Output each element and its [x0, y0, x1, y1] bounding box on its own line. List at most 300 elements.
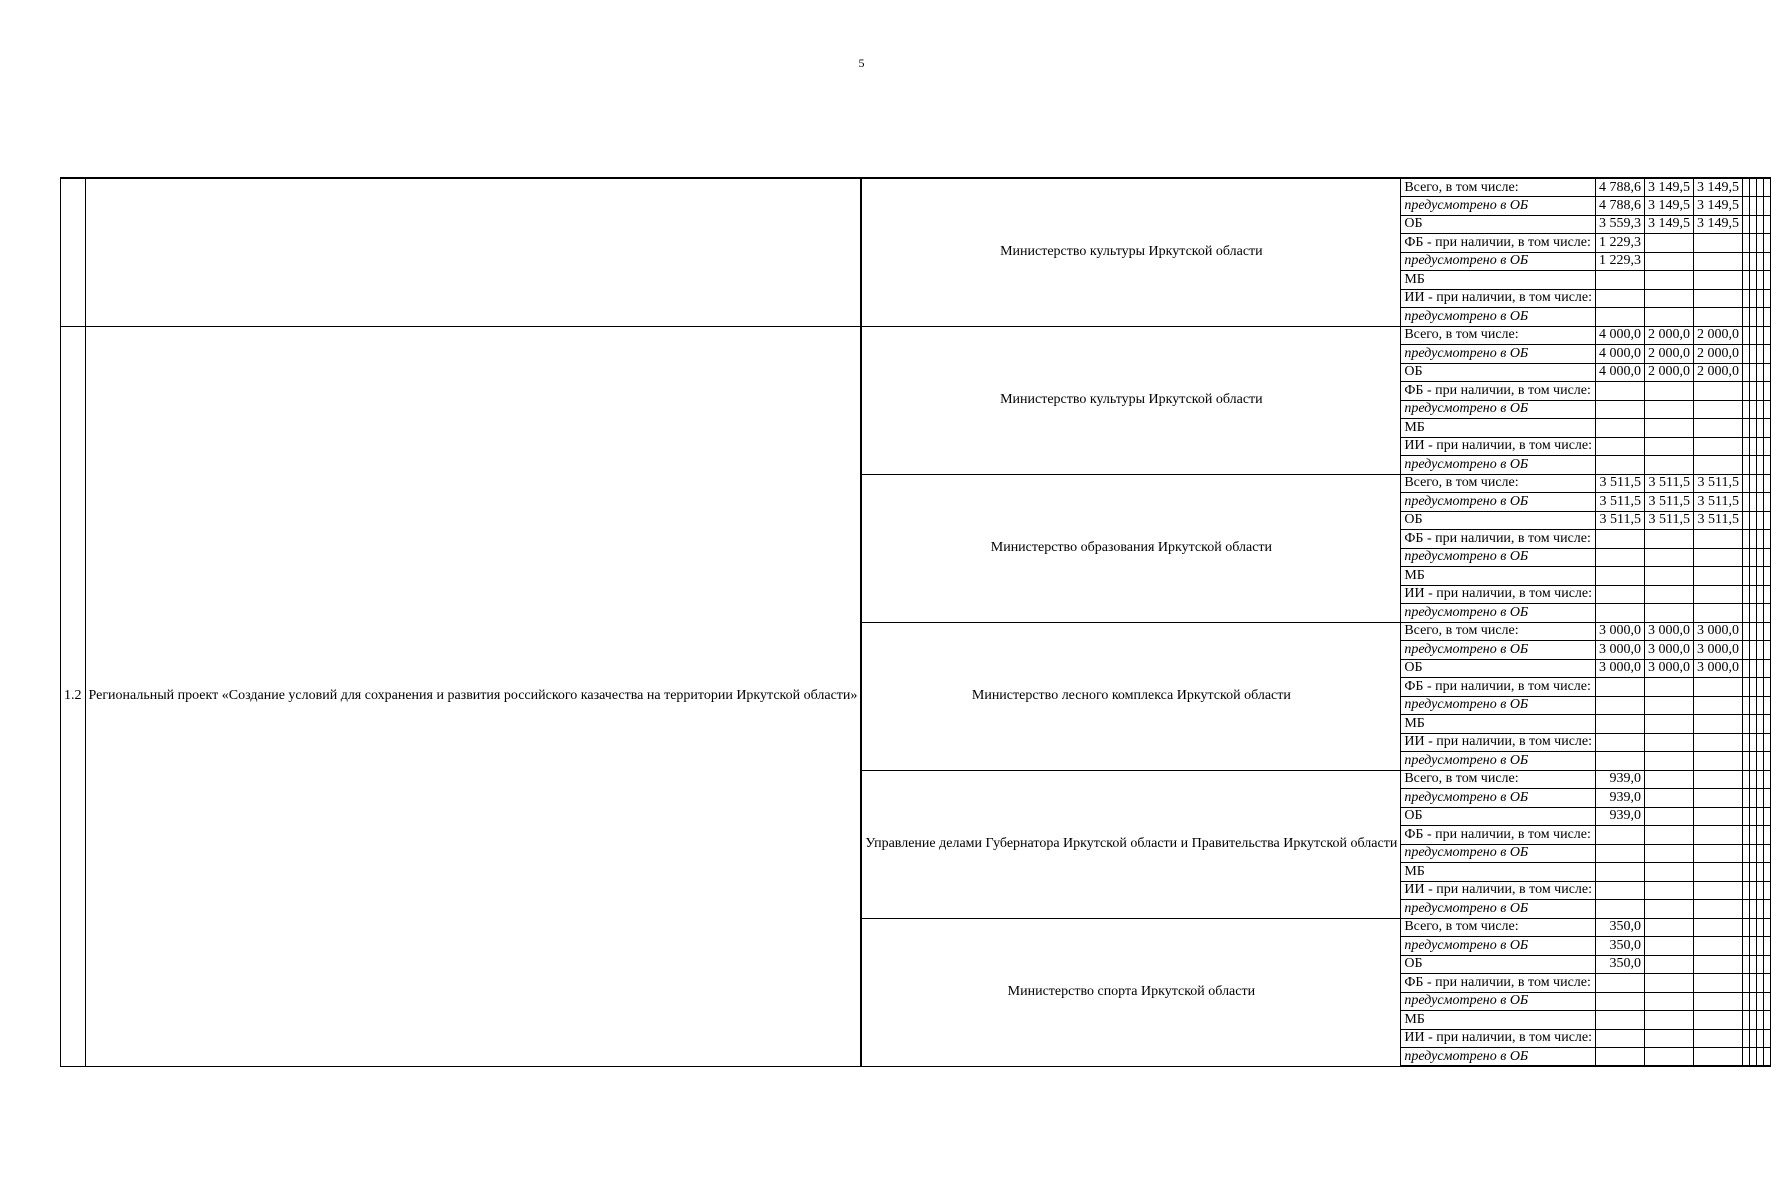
amount-cell [1596, 715, 1645, 734]
amount-cell [1757, 659, 1764, 678]
amount-cell [1764, 696, 1771, 715]
amount-cell [1764, 992, 1771, 1011]
amount-cell [1694, 567, 1743, 586]
amount-cell [1743, 900, 1750, 919]
budget-table [60, 177, 1771, 1067]
amount-cell [1764, 326, 1771, 345]
amount-cell [1596, 900, 1645, 919]
executor-cell: Министерство культуры Иркутской области [861, 178, 1400, 326]
amount-cell [1757, 622, 1764, 641]
amount-cell [1645, 1011, 1694, 1030]
executor-cell: Министерство образования Иркутской области [861, 474, 1400, 622]
amount-cell: 4 000,0 [1596, 345, 1645, 364]
amount-cell [1645, 937, 1694, 956]
amount-cell [1596, 530, 1645, 549]
project-name-cell: Региональный проект «Создание условий для сохранения и развития российского казачества на территории Иркутской области» [85, 326, 861, 1066]
funding-source-cell: ИИ - при наличии, в том числе: [1401, 733, 1596, 752]
amount-cell: 3 149,5 [1645, 197, 1694, 216]
row-number-cell [61, 178, 86, 326]
amount-cell [1757, 881, 1764, 900]
amount-cell [1743, 345, 1750, 364]
amount-cell [1743, 881, 1750, 900]
amount-cell [1743, 992, 1750, 1011]
amount-cell [1743, 955, 1750, 974]
amount-cell [1743, 918, 1750, 937]
amount-cell [1764, 511, 1771, 530]
funding-source-cell: предусмотрено в ОБ [1401, 937, 1596, 956]
amount-cell [1764, 1029, 1771, 1048]
funding-source-cell: МБ [1401, 715, 1596, 734]
amount-cell [1694, 400, 1743, 419]
amount-cell [1764, 752, 1771, 771]
amount-cell [1645, 400, 1694, 419]
amount-cell [1764, 419, 1771, 438]
amount-cell: 3 511,5 [1645, 474, 1694, 493]
amount-cell [1757, 345, 1764, 364]
amount-cell [1764, 271, 1771, 290]
amount-cell: 939,0 [1596, 770, 1645, 789]
amount-cell [1750, 770, 1757, 789]
amount-cell [1764, 641, 1771, 660]
amount-cell [1743, 770, 1750, 789]
amount-cell [1596, 604, 1645, 623]
amount-cell [1757, 1029, 1764, 1048]
amount-cell [1743, 807, 1750, 826]
amount-cell: 2 000,0 [1694, 345, 1743, 364]
amount-cell [1694, 918, 1743, 937]
funding-source-cell: Всего, в том числе: [1401, 770, 1596, 789]
amount-cell [1645, 1048, 1694, 1067]
amount-cell [1596, 437, 1645, 456]
amount-cell [1596, 863, 1645, 882]
amount-cell [1750, 585, 1757, 604]
amount-cell [1757, 197, 1764, 216]
amount-cell [1764, 974, 1771, 993]
amount-cell [1694, 974, 1743, 993]
amount-cell [1743, 548, 1750, 567]
amount-cell [1694, 844, 1743, 863]
amount-cell [1694, 992, 1743, 1011]
funding-source-cell: предусмотрено в ОБ [1401, 252, 1596, 271]
amount-cell [1750, 548, 1757, 567]
amount-cell: 3 511,5 [1694, 511, 1743, 530]
amount-cell [1750, 567, 1757, 586]
amount-cell [1743, 215, 1750, 234]
amount-cell [1764, 456, 1771, 475]
amount-cell: 350,0 [1596, 955, 1645, 974]
amount-cell [1596, 567, 1645, 586]
amount-cell [1743, 567, 1750, 586]
funding-source-cell: ИИ - при наличии, в том числе: [1401, 437, 1596, 456]
funding-source-cell: ОБ [1401, 955, 1596, 974]
amount-cell [1750, 271, 1757, 290]
amount-cell [1694, 530, 1743, 549]
page-number: 5 [858, 56, 865, 70]
amount-cell [1694, 881, 1743, 900]
amount-cell [1645, 252, 1694, 271]
amount-cell [1743, 363, 1750, 382]
amount-cell [1750, 937, 1757, 956]
amount-cell [1750, 363, 1757, 382]
amount-cell [1764, 733, 1771, 752]
funding-source-cell: Всего, в том числе: [1401, 918, 1596, 937]
amount-cell [1757, 548, 1764, 567]
amount-cell [1757, 530, 1764, 549]
amount-cell [1694, 234, 1743, 253]
amount-cell: 2 000,0 [1645, 363, 1694, 382]
amount-cell [1645, 807, 1694, 826]
amount-cell [1596, 844, 1645, 863]
amount-cell [1743, 733, 1750, 752]
amount-cell [1757, 844, 1764, 863]
funding-source-cell: Всего, в том числе: [1401, 326, 1596, 345]
amount-cell [1694, 252, 1743, 271]
amount-cell [1750, 881, 1757, 900]
amount-cell [1596, 456, 1645, 475]
amount-cell [1645, 974, 1694, 993]
amount-cell [1757, 770, 1764, 789]
amount-cell [1757, 955, 1764, 974]
amount-cell: 3 000,0 [1694, 622, 1743, 641]
funding-source-cell: предусмотрено в ОБ [1401, 844, 1596, 863]
amount-cell [1596, 1011, 1645, 1030]
amount-cell [1764, 881, 1771, 900]
amount-cell [1694, 437, 1743, 456]
funding-source-cell: МБ [1401, 863, 1596, 882]
amount-cell [1596, 1029, 1645, 1048]
funding-source-cell: предусмотрено в ОБ [1401, 197, 1596, 216]
amount-cell [1694, 308, 1743, 327]
amount-cell [1645, 289, 1694, 308]
amount-cell [1743, 826, 1750, 845]
funding-source-cell: предусмотрено в ОБ [1401, 345, 1596, 364]
amount-cell [1743, 530, 1750, 549]
amount-cell [1750, 807, 1757, 826]
amount-cell: 2 000,0 [1645, 326, 1694, 345]
executor-cell: Министерство культуры Иркутской области [861, 326, 1400, 474]
amount-cell [1757, 511, 1764, 530]
funding-source-cell: предусмотрено в ОБ [1401, 1048, 1596, 1067]
amount-cell [1764, 918, 1771, 937]
amount-cell [1757, 752, 1764, 771]
amount-cell [1764, 659, 1771, 678]
amount-cell [1764, 863, 1771, 882]
amount-cell [1645, 308, 1694, 327]
amount-cell [1743, 678, 1750, 697]
amount-cell [1757, 678, 1764, 697]
amount-cell [1764, 437, 1771, 456]
amount-cell [1743, 437, 1750, 456]
amount-cell [1750, 326, 1757, 345]
amount-cell [1596, 696, 1645, 715]
amount-cell [1757, 789, 1764, 808]
amount-cell [1694, 1048, 1743, 1067]
amount-cell: 4 000,0 [1596, 363, 1645, 382]
amount-cell [1743, 178, 1750, 197]
amount-cell [1750, 400, 1757, 419]
amount-cell [1757, 437, 1764, 456]
amount-cell [1694, 937, 1743, 956]
amount-cell [1645, 918, 1694, 937]
amount-cell [1764, 493, 1771, 512]
amount-cell [1750, 752, 1757, 771]
amount-cell [1750, 678, 1757, 697]
amount-cell [1743, 715, 1750, 734]
executor-cell: Управление делами Губернатора Иркутской области и Правительства Иркутской области [861, 770, 1400, 918]
amount-cell [1645, 382, 1694, 401]
amount-cell [1694, 419, 1743, 438]
amount-cell [1750, 382, 1757, 401]
amount-cell [1743, 511, 1750, 530]
amount-cell [1757, 493, 1764, 512]
amount-cell [1764, 678, 1771, 697]
amount-cell [1743, 400, 1750, 419]
amount-cell [1596, 548, 1645, 567]
amount-cell [1645, 585, 1694, 604]
amount-cell [1694, 548, 1743, 567]
amount-cell [1750, 456, 1757, 475]
amount-cell [1694, 1011, 1743, 1030]
amount-cell [1757, 826, 1764, 845]
amount-cell [1645, 234, 1694, 253]
amount-cell [1764, 789, 1771, 808]
amount-cell [1743, 1048, 1750, 1067]
funding-source-cell: ФБ - при наличии, в том числе: [1401, 678, 1596, 697]
amount-cell [1694, 696, 1743, 715]
amount-cell: 1 229,3 [1596, 252, 1645, 271]
funding-source-cell: Всего, в том числе: [1401, 474, 1596, 493]
budget-table-frame [60, 177, 1771, 1067]
funding-source-cell: ИИ - при наличии, в том числе: [1401, 1029, 1596, 1048]
amount-cell: 3 149,5 [1694, 178, 1743, 197]
amount-cell [1764, 770, 1771, 789]
amount-cell [1757, 456, 1764, 475]
amount-cell [1743, 863, 1750, 882]
amount-cell [1750, 733, 1757, 752]
amount-cell [1750, 178, 1757, 197]
amount-cell [1750, 1029, 1757, 1048]
amount-cell [1750, 289, 1757, 308]
amount-cell: 3 000,0 [1645, 622, 1694, 641]
amount-cell [1750, 1048, 1757, 1067]
amount-cell [1764, 215, 1771, 234]
amount-cell [1764, 289, 1771, 308]
amount-cell: 3 511,5 [1694, 474, 1743, 493]
amount-cell [1694, 382, 1743, 401]
amount-cell: 350,0 [1596, 937, 1645, 956]
amount-cell [1764, 178, 1771, 197]
amount-cell [1750, 1011, 1757, 1030]
amount-cell [1757, 289, 1764, 308]
funding-source-cell: предусмотрено в ОБ [1401, 400, 1596, 419]
amount-cell [1645, 567, 1694, 586]
amount-cell: 4 788,6 [1596, 197, 1645, 216]
amount-cell [1757, 585, 1764, 604]
amount-cell [1757, 918, 1764, 937]
amount-cell [1764, 530, 1771, 549]
amount-cell [1764, 1048, 1771, 1067]
funding-source-cell: ФБ - при наличии, в том числе: [1401, 974, 1596, 993]
amount-cell [1757, 178, 1764, 197]
amount-cell [1743, 604, 1750, 623]
amount-cell [1764, 345, 1771, 364]
amount-cell [1694, 807, 1743, 826]
amount-cell [1645, 548, 1694, 567]
amount-cell [1645, 604, 1694, 623]
funding-source-cell: предусмотрено в ОБ [1401, 992, 1596, 1011]
amount-cell [1764, 252, 1771, 271]
amount-cell [1750, 900, 1757, 919]
amount-cell [1757, 474, 1764, 493]
amount-cell [1645, 826, 1694, 845]
funding-source-cell: ОБ [1401, 659, 1596, 678]
amount-cell [1750, 955, 1757, 974]
amount-cell [1764, 826, 1771, 845]
amount-cell [1694, 789, 1743, 808]
amount-cell [1645, 715, 1694, 734]
amount-cell [1750, 308, 1757, 327]
funding-source-cell: ОБ [1401, 511, 1596, 530]
amount-cell [1757, 419, 1764, 438]
amount-cell [1764, 567, 1771, 586]
amount-cell [1743, 937, 1750, 956]
amount-cell [1743, 659, 1750, 678]
amount-cell [1764, 308, 1771, 327]
amount-cell [1750, 622, 1757, 641]
amount-cell [1743, 197, 1750, 216]
amount-cell [1750, 474, 1757, 493]
funding-source-cell: ИИ - при наличии, в том числе: [1401, 585, 1596, 604]
amount-cell: 3 511,5 [1645, 511, 1694, 530]
amount-cell [1694, 456, 1743, 475]
amount-cell [1750, 530, 1757, 549]
amount-cell: 3 000,0 [1596, 641, 1645, 660]
amount-cell [1645, 955, 1694, 974]
amount-cell [1764, 548, 1771, 567]
amount-cell [1764, 234, 1771, 253]
amount-cell [1743, 474, 1750, 493]
amount-cell [1645, 678, 1694, 697]
amount-cell: 3 511,5 [1596, 493, 1645, 512]
amount-cell [1757, 400, 1764, 419]
amount-cell [1645, 696, 1694, 715]
amount-cell [1757, 900, 1764, 919]
funding-source-cell: предусмотрено в ОБ [1401, 548, 1596, 567]
funding-source-cell: предусмотрено в ОБ [1401, 789, 1596, 808]
amount-cell: 2 000,0 [1694, 326, 1743, 345]
amount-cell [1694, 1029, 1743, 1048]
amount-cell [1596, 881, 1645, 900]
amount-cell [1694, 900, 1743, 919]
amount-cell [1757, 733, 1764, 752]
amount-cell [1694, 289, 1743, 308]
funding-source-cell: ОБ [1401, 807, 1596, 826]
funding-source-cell: ИИ - при наличии, в том числе: [1401, 289, 1596, 308]
amount-cell [1743, 493, 1750, 512]
amount-cell [1694, 585, 1743, 604]
amount-cell: 4 788,6 [1596, 178, 1645, 197]
amount-cell [1764, 400, 1771, 419]
amount-cell [1694, 678, 1743, 697]
amount-cell [1645, 863, 1694, 882]
amount-cell [1764, 585, 1771, 604]
amount-cell [1757, 1011, 1764, 1030]
amount-cell [1757, 567, 1764, 586]
funding-source-cell: предусмотрено в ОБ [1401, 604, 1596, 623]
amount-cell: 4 000,0 [1596, 326, 1645, 345]
amount-cell [1596, 271, 1645, 290]
amount-cell [1743, 419, 1750, 438]
amount-cell [1750, 215, 1757, 234]
amount-cell [1743, 252, 1750, 271]
amount-cell [1750, 789, 1757, 808]
amount-cell [1757, 382, 1764, 401]
amount-cell [1757, 807, 1764, 826]
amount-cell [1764, 715, 1771, 734]
amount-cell [1694, 770, 1743, 789]
executor-cell: Министерство лесного комплекса Иркутской области [861, 622, 1400, 770]
amount-cell [1596, 974, 1645, 993]
amount-cell [1743, 271, 1750, 290]
amount-cell [1757, 234, 1764, 253]
amount-cell [1645, 530, 1694, 549]
funding-source-cell: ИИ - при наличии, в том числе: [1401, 881, 1596, 900]
funding-source-cell: МБ [1401, 419, 1596, 438]
funding-source-cell: предусмотрено в ОБ [1401, 900, 1596, 919]
amount-cell [1743, 641, 1750, 660]
amount-cell [1596, 585, 1645, 604]
amount-cell [1743, 752, 1750, 771]
amount-cell [1764, 1011, 1771, 1030]
amount-cell [1750, 918, 1757, 937]
funding-source-cell: ОБ [1401, 363, 1596, 382]
amount-cell [1743, 789, 1750, 808]
amount-cell: 3 511,5 [1694, 493, 1743, 512]
amount-cell [1645, 992, 1694, 1011]
amount-cell [1694, 863, 1743, 882]
row-number-cell: 1.2 [61, 326, 86, 1066]
amount-cell [1645, 437, 1694, 456]
amount-cell [1596, 308, 1645, 327]
amount-cell: 3 000,0 [1694, 659, 1743, 678]
amount-cell [1596, 678, 1645, 697]
amount-cell [1750, 974, 1757, 993]
amount-cell [1645, 844, 1694, 863]
amount-cell [1645, 881, 1694, 900]
amount-cell [1764, 604, 1771, 623]
amount-cell [1694, 826, 1743, 845]
amount-cell [1596, 382, 1645, 401]
amount-cell [1750, 604, 1757, 623]
amount-cell: 3 511,5 [1645, 493, 1694, 512]
amount-cell [1750, 659, 1757, 678]
funding-source-cell: ФБ - при наличии, в том числе: [1401, 530, 1596, 549]
amount-cell: 939,0 [1596, 807, 1645, 826]
amount-cell [1764, 807, 1771, 826]
amount-cell [1764, 363, 1771, 382]
amount-cell: 2 000,0 [1694, 363, 1743, 382]
amount-cell: 3 559,3 [1596, 215, 1645, 234]
amount-cell [1764, 955, 1771, 974]
amount-cell [1764, 197, 1771, 216]
amount-cell [1750, 715, 1757, 734]
amount-cell [1750, 844, 1757, 863]
funding-source-cell: МБ [1401, 567, 1596, 586]
amount-cell [1764, 474, 1771, 493]
project-name-cell [85, 178, 861, 326]
amount-cell [1596, 1048, 1645, 1067]
amount-cell: 350,0 [1596, 918, 1645, 937]
